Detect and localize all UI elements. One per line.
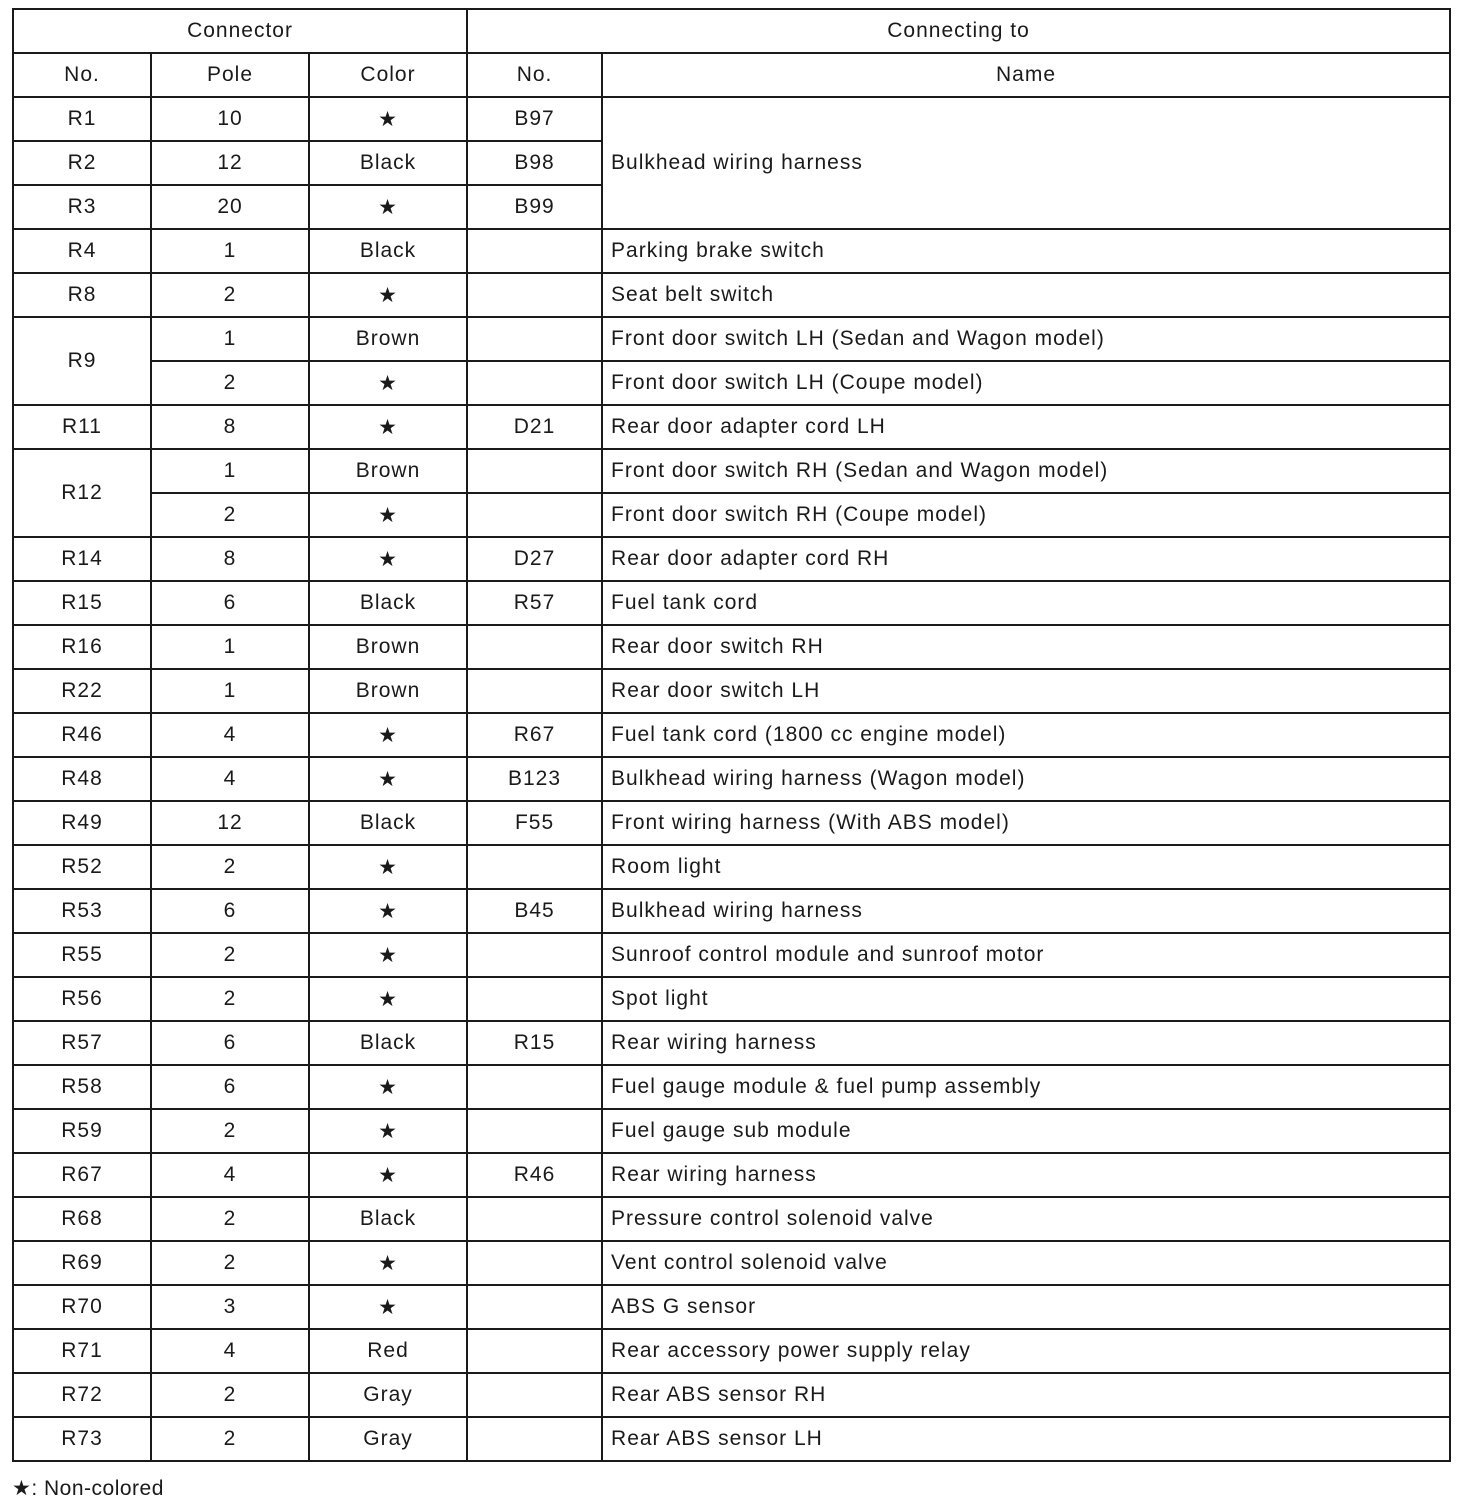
pole-cell: 2 [151,493,309,537]
pole-cell: 2 [151,933,309,977]
connecting-name-cell: Rear wiring harness [602,1021,1450,1065]
pole-cell: 2 [151,1373,309,1417]
connecting-name-cell: Rear ABS sensor LH [602,1417,1450,1461]
table-row [13,1065,1450,1109]
connecting-name-cell: Sunroof control module and sunroof motor [602,933,1450,977]
table-row [13,361,1450,405]
connecting-name-cell: Fuel gauge module & fuel pump assembly [602,1065,1450,1109]
table-row [13,493,1450,537]
color-cell: ★ [309,493,467,537]
color-cell: ★ [309,1109,467,1153]
connecting-name-cell: Bulkhead wiring harness (Wagon model) [602,757,1450,801]
table-body [13,97,1450,1461]
connecting-no-cell [467,1065,602,1109]
pole-cell: 6 [151,1021,309,1065]
header-color: Color [309,53,467,97]
pole-cell: 8 [151,537,309,581]
connecting-name-cell: Fuel tank cord (1800 cc engine model) [602,713,1450,757]
table-row [13,273,1450,317]
connecting-no-cell [467,449,602,493]
color-cell: ★ [309,757,467,801]
pole-cell: 8 [151,405,309,449]
table-row [13,1417,1450,1461]
connecting-name-cell: ABS G sensor [602,1285,1450,1329]
color-cell: Black [309,801,467,845]
color-cell: Brown [309,669,467,713]
color-cell: ★ [309,1153,467,1197]
color-cell: ★ [309,361,467,405]
connecting-no-cell: B45 [467,889,602,933]
header-group-row [13,9,1450,53]
connecting-no-cell [467,361,602,405]
color-cell: ★ [309,97,467,141]
connecting-no-cell: B98 [467,141,602,185]
connecting-no-cell [467,1329,602,1373]
connecting-name-cell: Rear door switch RH [602,625,1450,669]
connecting-no-cell: R57 [467,581,602,625]
color-cell: Brown [309,449,467,493]
connecting-no-cell [467,1197,602,1241]
table-row [13,537,1450,581]
header-no: No. [13,53,151,97]
pole-cell: 4 [151,1153,309,1197]
color-cell: Black [309,229,467,273]
connector-no-cell: R69 [13,1241,151,1285]
connecting-no-cell [467,625,602,669]
color-cell: ★ [309,845,467,889]
color-cell: Gray [309,1417,467,1461]
connector-no-cell: R49 [13,801,151,845]
connecting-no-cell: D27 [467,537,602,581]
connecting-name-cell: Pressure control solenoid valve [602,1197,1450,1241]
connecting-no-cell [467,669,602,713]
color-cell: Brown [309,625,467,669]
color-cell: ★ [309,1285,467,1329]
connecting-no-cell: R46 [467,1153,602,1197]
connecting-name-cell: Rear door adapter cord RH [602,537,1450,581]
connecting-no-cell [467,493,602,537]
color-cell: ★ [309,889,467,933]
connecting-no-cell [467,1373,602,1417]
table-row [13,757,1450,801]
color-cell: ★ [309,977,467,1021]
connecting-no-cell [467,1109,602,1153]
connecting-name-cell: Bulkhead wiring harness [602,889,1450,933]
connecting-no-cell [467,273,602,317]
color-cell: Brown [309,317,467,361]
connecting-no-cell [467,845,602,889]
connector-no-cell: R4 [13,229,151,273]
pole-cell: 4 [151,713,309,757]
pole-cell: 10 [151,97,309,141]
table-row [13,713,1450,757]
table-row [13,889,1450,933]
pole-cell: 1 [151,229,309,273]
connecting-name-cell: Vent control solenoid valve [602,1241,1450,1285]
table-row [13,317,1450,361]
connector-no-cell: R53 [13,889,151,933]
connecting-no-cell: B123 [467,757,602,801]
color-cell: ★ [309,713,467,757]
connecting-no-cell: D21 [467,405,602,449]
connector-no-cell: R48 [13,757,151,801]
pole-cell: 4 [151,757,309,801]
connector-table [12,8,1451,1462]
table-row [13,1153,1450,1197]
pole-cell: 1 [151,317,309,361]
header-name: Name [602,53,1450,97]
connector-no-cell: R16 [13,625,151,669]
pole-cell: 2 [151,845,309,889]
connector-no-cell: R57 [13,1021,151,1065]
pole-cell: 2 [151,1109,309,1153]
table-row [13,229,1450,273]
header-columns-row [13,53,1450,97]
color-cell: Gray [309,1373,467,1417]
color-cell: Black [309,141,467,185]
connecting-name-cell: Room light [602,845,1450,889]
header-to-no: No. [467,53,602,97]
connecting-name-cell: Fuel gauge sub module [602,1109,1450,1153]
pole-cell: 1 [151,449,309,493]
connecting-name-cell: Front door switch LH (Sedan and Wagon model) [602,317,1450,361]
connecting-no-cell [467,1285,602,1329]
connecting-name-cell: Parking brake switch [602,229,1450,273]
table-row [13,977,1450,1021]
table-row [13,1109,1450,1153]
pole-cell: 2 [151,273,309,317]
table-row [13,625,1450,669]
connecting-no-cell [467,317,602,361]
connector-no-cell: R1 [13,97,151,141]
connector-no-cell: R56 [13,977,151,1021]
color-cell: ★ [309,933,467,977]
header-connector: Connector [13,9,467,53]
connector-no-cell: R73 [13,1417,151,1461]
color-cell: ★ [309,405,467,449]
connecting-name-cell: Rear door switch LH [602,669,1450,713]
table-row [13,449,1450,493]
connecting-name-cell: Rear wiring harness [602,1153,1450,1197]
table-row [13,1329,1450,1373]
table-row [13,801,1450,845]
color-cell: Red [309,1329,467,1373]
color-cell: ★ [309,1241,467,1285]
header-pole: Pole [151,53,309,97]
connecting-no-cell [467,1241,602,1285]
color-cell: Black [309,1197,467,1241]
header-connecting-to: Connecting to [467,9,1450,53]
connecting-no-cell: F55 [467,801,602,845]
color-cell: ★ [309,185,467,229]
connecting-no-cell [467,977,602,1021]
table-row [13,1373,1450,1417]
connecting-no-cell [467,933,602,977]
connector-no-cell: R72 [13,1373,151,1417]
color-cell: ★ [309,1065,467,1109]
pole-cell: 4 [151,1329,309,1373]
pole-cell: 2 [151,1241,309,1285]
connecting-name-cell: Front wiring harness (With ABS model) [602,801,1450,845]
color-cell: Black [309,581,467,625]
table-row [13,581,1450,625]
connector-no-cell: R2 [13,141,151,185]
connecting-no-cell: R67 [467,713,602,757]
color-cell: ★ [309,537,467,581]
pole-cell: 12 [151,141,309,185]
connector-no-cell: R52 [13,845,151,889]
table-row [13,97,1450,141]
table-row [13,845,1450,889]
table-row [13,933,1450,977]
connecting-name-cell: Rear door adapter cord LH [602,405,1450,449]
connector-no-cell: R14 [13,537,151,581]
pole-cell: 1 [151,669,309,713]
connector-no-cell: R71 [13,1329,151,1373]
connector-no-cell: R9 [13,317,151,405]
connecting-name-cell: Fuel tank cord [602,581,1450,625]
connecting-name-cell: Front door switch RH (Coupe model) [602,493,1450,537]
connector-no-cell: R11 [13,405,151,449]
connector-no-cell: R15 [13,581,151,625]
connecting-no-cell [467,1417,602,1461]
pole-cell: 2 [151,361,309,405]
connecting-name-cell: Bulkhead wiring harness [602,97,1450,229]
pole-cell: 2 [151,977,309,1021]
table-row [13,1197,1450,1241]
connector-no-cell: R8 [13,273,151,317]
connecting-name-cell: Front door switch LH (Coupe model) [602,361,1450,405]
color-cell: ★ [309,273,467,317]
connector-no-cell: R59 [13,1109,151,1153]
connector-no-cell: R68 [13,1197,151,1241]
pole-cell: 2 [151,1417,309,1461]
connector-no-cell: R55 [13,933,151,977]
connecting-no-cell: B97 [467,97,602,141]
pole-cell: 20 [151,185,309,229]
pole-cell: 12 [151,801,309,845]
connector-no-cell: R12 [13,449,151,537]
connecting-no-cell: R15 [467,1021,602,1065]
pole-cell: 6 [151,1065,309,1109]
connector-no-cell: R67 [13,1153,151,1197]
pole-cell: 1 [151,625,309,669]
table-row [13,1241,1450,1285]
connecting-name-cell: Seat belt switch [602,273,1450,317]
connecting-name-cell: Front door switch RH (Sedan and Wagon model) [602,449,1450,493]
connector-no-cell: R3 [13,185,151,229]
color-cell: Black [309,1021,467,1065]
table-row [13,1021,1450,1065]
connecting-name-cell: Spot light [602,977,1450,1021]
connector-no-cell: R70 [13,1285,151,1329]
table-row [13,405,1450,449]
pole-cell: 3 [151,1285,309,1329]
table-row [13,1285,1450,1329]
connector-no-cell: R58 [13,1065,151,1109]
connecting-no-cell [467,229,602,273]
connector-no-cell: R46 [13,713,151,757]
pole-cell: 6 [151,581,309,625]
connecting-no-cell: B99 [467,185,602,229]
table-row [13,669,1450,713]
connector-no-cell: R22 [13,669,151,713]
footnote-legend: ★: Non-colored [12,1477,164,1500]
connecting-name-cell: Rear ABS sensor RH [602,1373,1450,1417]
connecting-name-cell: Rear accessory power supply relay [602,1329,1450,1373]
pole-cell: 6 [151,889,309,933]
pole-cell: 2 [151,1197,309,1241]
